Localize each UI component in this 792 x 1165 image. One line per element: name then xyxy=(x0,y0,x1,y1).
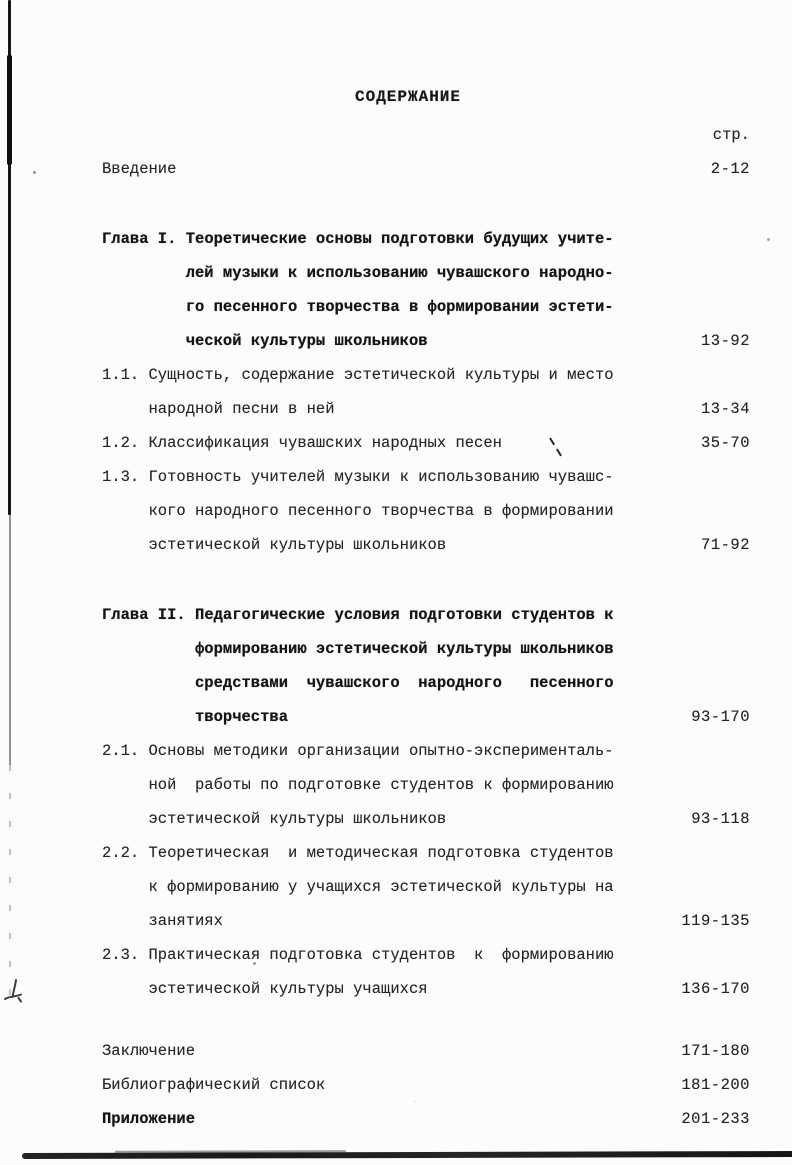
toc-line: 1.2. Классификация чувашских народных песен 35-70 xyxy=(102,426,750,460)
toc-line: Введение 2-12 xyxy=(102,152,750,186)
toc-pages: 71-92 xyxy=(700,536,750,554)
toc-line: 1.3. Готовность учителей музыки к использованию чувашс- xyxy=(102,468,614,486)
toc-line: занятиях 119-135 xyxy=(102,904,750,938)
toc-pages: 2-12 xyxy=(710,160,750,178)
binding-edge-line xyxy=(8,0,11,515)
toc-pages: 93-118 xyxy=(691,810,750,828)
toc-pages: 201-233 xyxy=(681,1110,750,1128)
toc-line: ной работы по подготовке студентов к формированию xyxy=(148,776,614,794)
binding-edge-line-faint xyxy=(9,765,11,1010)
toc-line: Заключение 171-180 xyxy=(102,1034,750,1068)
binding-edge-line-mid xyxy=(9,515,11,765)
toc-line: Приложение 201-233 xyxy=(102,1102,750,1136)
toc-pages: 136-170 xyxy=(681,980,750,998)
toc-entry xyxy=(102,152,750,186)
toc-entry xyxy=(102,1034,750,1068)
page-title: СОДЕРЖАНИЕ xyxy=(354,88,461,106)
toc-line: 2.3. Практическая подготовка студентов к формированию xyxy=(102,946,614,964)
toc-line: го песенного творчества в формировании эстети- xyxy=(185,298,614,316)
toc-entries xyxy=(102,152,750,1136)
toc-pages: 13-34 xyxy=(700,400,750,418)
toc-line: Глава II. Педагогические условия подготовки студентов к xyxy=(102,606,614,624)
toc-entry xyxy=(102,836,750,938)
ink-mark xyxy=(2,976,26,1013)
toc-line: лей музыки к использованию чувашского народно- xyxy=(185,264,614,282)
toc-line: средствами чувашского народного песенного xyxy=(195,674,614,692)
toc-line: народной песни в ней 13-34 xyxy=(102,392,750,426)
toc-entry xyxy=(102,1102,750,1136)
page-bottom-edge xyxy=(22,1151,792,1159)
toc-entry xyxy=(102,938,750,1006)
toc-page-content xyxy=(102,0,750,1136)
toc-pages: 181-200 xyxy=(681,1076,750,1094)
toc-entry xyxy=(102,358,750,426)
toc-line: эстетической культуры учащихся 136-170 xyxy=(102,972,750,1006)
toc-line: кого народного песенного творчества в формировании xyxy=(148,502,614,520)
scan-speck xyxy=(33,171,36,174)
toc-entry xyxy=(102,1068,750,1102)
toc-entry xyxy=(102,734,750,836)
toc-pages: 35-70 xyxy=(700,434,750,452)
toc-line: творчества 93-170 xyxy=(102,700,750,734)
toc-entry xyxy=(102,426,750,460)
toc-line: 2.2. Теоретическая и методическая подготовка студентов xyxy=(102,844,614,862)
toc-pages: 119-135 xyxy=(681,912,750,930)
toc-line: эстетической культуры школьников 71-92 xyxy=(102,528,750,562)
toc-line: 1.1. Сущность, содержание эстетической культуры и место xyxy=(102,366,614,384)
toc-line: Глава I. Теоретические основы подготовки будущих учите- xyxy=(102,230,614,248)
toc-line: эстетической культуры школьников 93-118 xyxy=(102,802,750,836)
toc-line: Библиографический список 181-200 xyxy=(102,1068,750,1102)
toc-pages: 171-180 xyxy=(681,1042,750,1060)
toc-entry xyxy=(102,598,750,734)
toc-entry xyxy=(102,460,750,562)
toc-pages: 93-170 xyxy=(691,708,750,726)
toc-line: к формированию у учащихся эстетической культуры на xyxy=(148,878,614,896)
toc-pages: 13-92 xyxy=(700,332,750,350)
toc-entry xyxy=(102,222,750,358)
page-column-label: стр. xyxy=(712,126,750,144)
toc-line: 2.1. Основы методики организации опытно-эксперименталь- xyxy=(102,742,614,760)
toc-line: ческой культуры школьников 13-92 xyxy=(102,324,750,358)
toc-line: формированию эстетической культуры школьников xyxy=(195,640,614,658)
